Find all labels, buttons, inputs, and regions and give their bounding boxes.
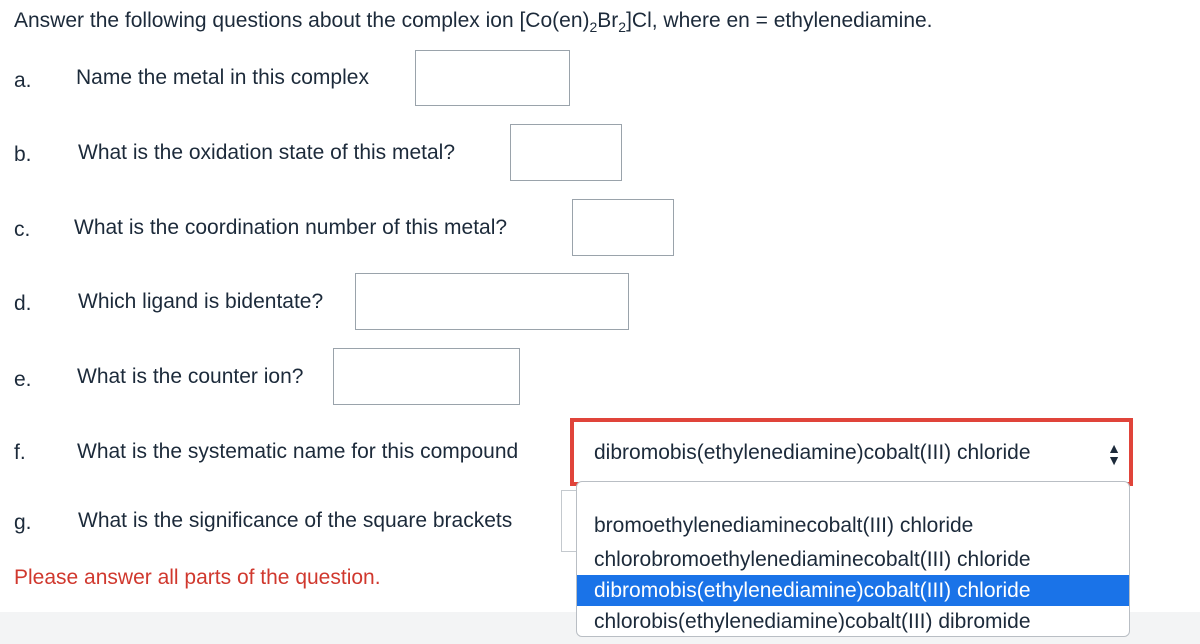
part-c-question: What is the coordination number of this metal? xyxy=(74,216,508,239)
dropdown-option-selected[interactable]: dibromobis(ethylenediamine)cobalt(III) chloride xyxy=(577,575,1129,606)
intro-subscript-1: 2 xyxy=(589,19,598,36)
part-b-answer-input[interactable] xyxy=(510,124,622,181)
intro-text-3: ]Cl, where en = ethylenediamine. xyxy=(626,9,933,32)
part-a-letter: a. xyxy=(14,69,32,92)
part-b-question: What is the oxidation state of this metal? xyxy=(78,141,456,164)
part-d-answer-input[interactable] xyxy=(355,273,629,330)
part-c-answer-input[interactable] xyxy=(572,199,674,256)
incomplete-warning: Please answer all parts of the question. xyxy=(14,566,381,589)
dropdown-option[interactable]: chlorobis(ethylenediamine)cobalt(III) dibromide xyxy=(594,610,1031,633)
part-f-letter: f. xyxy=(14,441,26,464)
intro-text-1: Answer the following questions about the complex ion [Co(en) xyxy=(14,9,590,32)
part-g-letter: g. xyxy=(14,511,32,534)
part-d-question: Which ligand is bidentate? xyxy=(78,290,324,313)
systematic-name-select[interactable] xyxy=(570,418,1133,486)
intro-text-2: Br xyxy=(597,9,619,32)
updown-arrows-icon: ▲ ▼ xyxy=(1107,440,1121,468)
part-b-letter: b. xyxy=(14,143,32,166)
systematic-name-dropdown xyxy=(576,481,1130,637)
part-g-question: What is the significance of the square brackets xyxy=(78,509,513,532)
dropdown-option[interactable]: bromoethylenediaminecobalt(III) chloride xyxy=(594,514,974,537)
part-f-question: What is the systematic name for this compound xyxy=(77,440,519,463)
part-e-answer-input[interactable] xyxy=(333,348,520,405)
part-e-question: What is the counter ion? xyxy=(77,365,304,388)
question-intro xyxy=(14,9,933,35)
part-a-question: Name the metal in this complex xyxy=(76,66,369,89)
dropdown-option[interactable]: chlorobromoethylenediaminecobalt(III) chloride xyxy=(594,548,1031,571)
part-c-letter: c. xyxy=(14,218,31,241)
part-a-answer-input[interactable] xyxy=(415,50,570,106)
part-e-letter: e. xyxy=(14,368,32,391)
part-d-letter: d. xyxy=(14,292,32,315)
intro-subscript-2: 2 xyxy=(618,19,627,36)
systematic-name-selected-value: dibromobis(ethylenediamine)cobalt(III) chloride xyxy=(594,441,1031,464)
